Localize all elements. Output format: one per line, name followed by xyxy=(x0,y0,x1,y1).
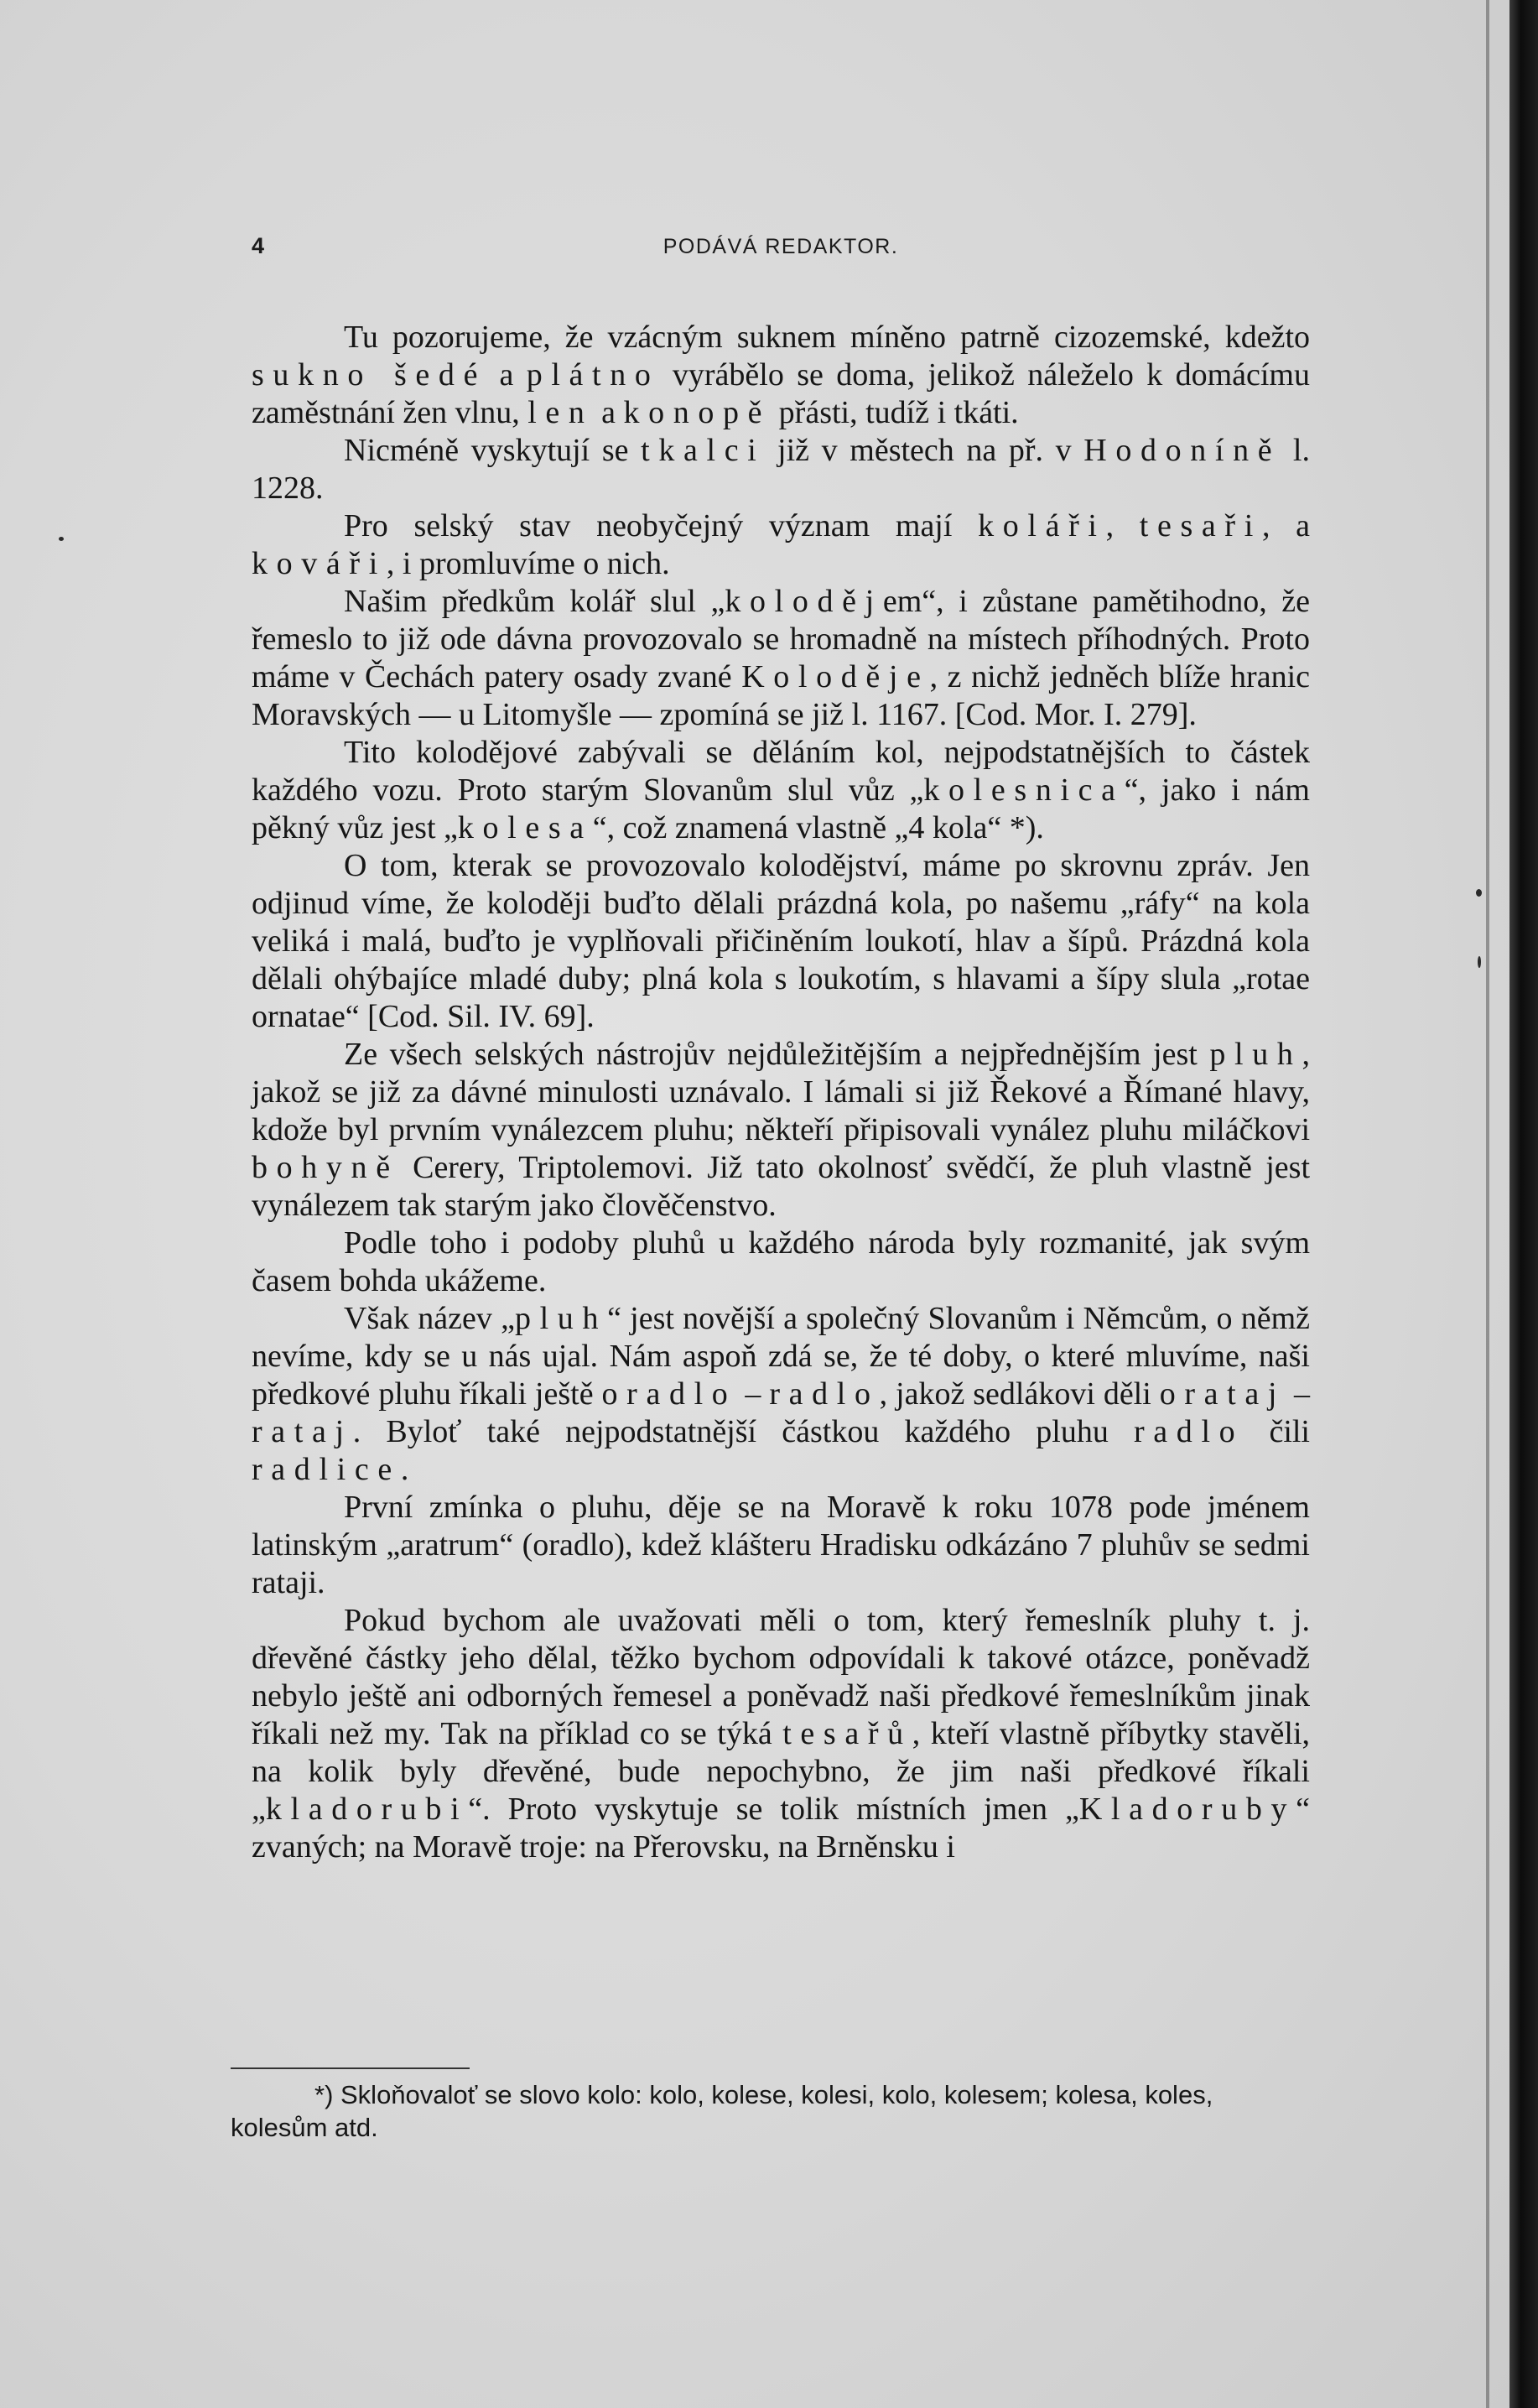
spaced-emphasis: tesařů xyxy=(782,1716,912,1751)
text-run: Cerery, Triptolemovi. Již tato okolnosť svědčí, že pluh vlastně jest vynálezem tak starým jako člověčenstvo. xyxy=(252,1150,1310,1223)
paragraph xyxy=(252,583,1310,734)
text-run: Pro selský stav neobyčejný význam mají xyxy=(344,508,979,543)
text-run: “ zvaných; na Moravě troje: na Přerovsku, na Brněnsku i xyxy=(252,1792,1310,1865)
spaced-emphasis: plátno xyxy=(526,357,660,393)
paragraph xyxy=(252,507,1310,583)
text-run: “ jest novější a společný Slovanům i Němcům, o němž nevíme, kdy se u nás ujal. Nám aspoň zdá se, že té doby, o které mluvíme, naši předkové pluhu říkali ještě xyxy=(252,1301,1310,1412)
running-title: PODÁVÁ REDAKTOR. xyxy=(662,235,899,258)
paper-speck xyxy=(59,537,64,541)
paper-speck xyxy=(1478,956,1481,968)
text-run: – xyxy=(1286,1376,1311,1412)
text-run: em“, i zůstane pamětihodno, že řemeslo to již ode dávna provozovalo se hromadně na místech příhodných. Proto máme v Čechách patery osady zvané xyxy=(252,584,1310,694)
text-run: a xyxy=(486,357,527,393)
spaced-emphasis: radlo xyxy=(1134,1414,1244,1449)
spaced-emphasis: koloděj xyxy=(725,584,883,619)
text-run: Nicméně vyskytují se xyxy=(344,433,642,468)
paragraph xyxy=(252,1489,1310,1602)
text-run: Ze všech selských nástrojův nejdůležitějším a nejpřednějším jest xyxy=(344,1037,1210,1072)
paper-speck xyxy=(1476,889,1482,897)
spaced-emphasis: konopě xyxy=(623,395,772,430)
text-run: čili xyxy=(1244,1414,1310,1449)
text-run: již v městech na př. v xyxy=(765,433,1084,468)
spaced-emphasis: pluh xyxy=(1209,1037,1302,1072)
text-run: přásti, tudíž i tkáti. xyxy=(771,395,1019,430)
text-run: , i promluvíme o nich. xyxy=(386,546,670,581)
page-edge-shadow xyxy=(1486,0,1489,2408)
spaced-emphasis: tesaři xyxy=(1139,508,1262,543)
spaced-emphasis: oradlo xyxy=(601,1376,737,1412)
text-run: Tito kolodějové zabývali se děláním kol, nejpodstatnějších to částek každého vozu. Proto starým Slovanům slul vůz „ xyxy=(252,735,1310,808)
spaced-emphasis: orataj xyxy=(1159,1376,1286,1412)
text-run: Však název „ xyxy=(344,1301,515,1336)
spaced-emphasis: sukno šedé xyxy=(252,357,487,393)
text-run: vyrábělo se doma, jelikož náleželo k domácímu zaměstnání žen vlnu, xyxy=(252,357,1310,430)
text-run: , jakož se již za dávné minulosti uznávalo. I lámali si již Řekové a Římané hlavy, kdože byl prvním vynálezcem pluhu; někteří připisovali vynález pluhu miláčkovi xyxy=(252,1037,1310,1147)
text-run: Tu pozorujeme, že vzácným suknem míněno patrně cizozemské, kdežto xyxy=(344,320,1310,355)
spaced-emphasis: rataj xyxy=(252,1414,353,1449)
text-run: . xyxy=(400,1452,409,1487)
book-gutter xyxy=(1509,0,1538,2408)
paragraph xyxy=(252,1300,1310,1489)
text-run: , z nichž jedněch blíže hranic Moravských — u Litomyšle — zpomíná se již l. 1167. [Cod. Mor. I. 279]. xyxy=(252,659,1311,732)
text-run: Podle toho i podoby pluhů u každého národa byly rozmanité, jak svým časem bohda ukážeme. xyxy=(252,1225,1310,1298)
footnote-rule xyxy=(231,2067,470,2069)
text-run: a xyxy=(593,395,624,430)
spaced-emphasis: bohyně xyxy=(252,1150,399,1185)
paragraph xyxy=(252,1225,1310,1300)
text-run: “, jako i nám pěkný vůz jest „ xyxy=(252,772,1310,845)
text-run: O tom, kterak se provozovalo kolodějství, máme po skrovnu zpráv. Jen odjinud víme, že koloději buďto dělali prázdná kola, po našemu „ráfy“ na kola veliká i malá, buďto je vyplňovali přičiněním loukotí, hlav a šípů. Prázdná kola dělali ohýbajíce mladé duby; plná kola s loukotím, s hlavami a šípy slula „rotae ornatae“ [Cod. Sil. IV. 69]. xyxy=(252,848,1310,1034)
text-run: , a xyxy=(1261,508,1310,543)
text-run: – xyxy=(736,1376,770,1412)
text-run: . Byloť také nejpodstatnější částkou každého pluhu xyxy=(352,1414,1134,1449)
paragraph xyxy=(252,734,1310,847)
text-run: , jakož sedlákovi děli xyxy=(879,1376,1160,1412)
text-run: , kteří vlastně příbytky stavěli, na kolik byly dřevěné, bude nepochybno, že jim naši předkové říkali „ xyxy=(252,1716,1311,1827)
page-header xyxy=(252,233,1310,267)
text-run: První zmínka o pluhu, děje se na Moravě k roku 1078 pode jménem latinským „aratrum“ (oradlo), kdež klášteru Hradisku odkázáno 7 pluhův se sedmi rataji. xyxy=(252,1490,1310,1600)
paragraph xyxy=(252,1602,1310,1866)
body-text xyxy=(252,319,1310,1866)
paragraph xyxy=(252,1036,1310,1225)
footnote xyxy=(231,2078,1289,2144)
text-run: “. Proto vyskytuje se tolik místních jmen „ xyxy=(468,1792,1079,1827)
spaced-emphasis: kolesa xyxy=(457,810,593,845)
spaced-emphasis: Kladoruby xyxy=(1078,1792,1296,1827)
spaced-emphasis: Hodoníně xyxy=(1083,433,1281,468)
spaced-emphasis: Koloděje xyxy=(741,659,930,694)
spaced-emphasis: len xyxy=(527,395,594,430)
spaced-emphasis: koláři xyxy=(978,508,1106,543)
text-run: Pokud bychom ale uvažovati měli o tom, který řemeslník pluhy t. j. dřevěné částky jeho dělal, těžko bychom odpovídali k takové otázce, poněvadž nebylo ještě ani odborných řemesel a poněvadž naši předkové řemeslníkům jinak říkali než my. Tak na příklad co se týká xyxy=(252,1603,1310,1751)
text-run: “, což znamená vlastně „4 kola“ *). xyxy=(592,810,1044,845)
page-number: 4 xyxy=(252,233,265,258)
spaced-emphasis: radlice xyxy=(252,1452,401,1487)
spaced-emphasis: kolesnica xyxy=(923,772,1125,808)
spaced-emphasis: kladorubi xyxy=(265,1792,469,1827)
paragraph xyxy=(252,432,1310,507)
text-run: , xyxy=(1105,508,1140,543)
text-run: Našim předkům kolář slul „ xyxy=(344,584,725,619)
spaced-emphasis: radlo xyxy=(769,1376,880,1412)
text-run: l. 1228. xyxy=(252,433,1310,506)
spaced-emphasis: pluh xyxy=(514,1301,608,1336)
paragraph xyxy=(252,847,1310,1036)
spaced-emphasis: tkalci xyxy=(641,433,766,468)
paragraph xyxy=(252,319,1310,432)
spaced-emphasis: kováři xyxy=(252,546,387,581)
footnote-text: *) Skloňovaloť se slovo kolo: kolo, kolese, kolesi, kolo, kolesem; kolesa, koles, kolesům atd. xyxy=(231,2080,1213,2142)
